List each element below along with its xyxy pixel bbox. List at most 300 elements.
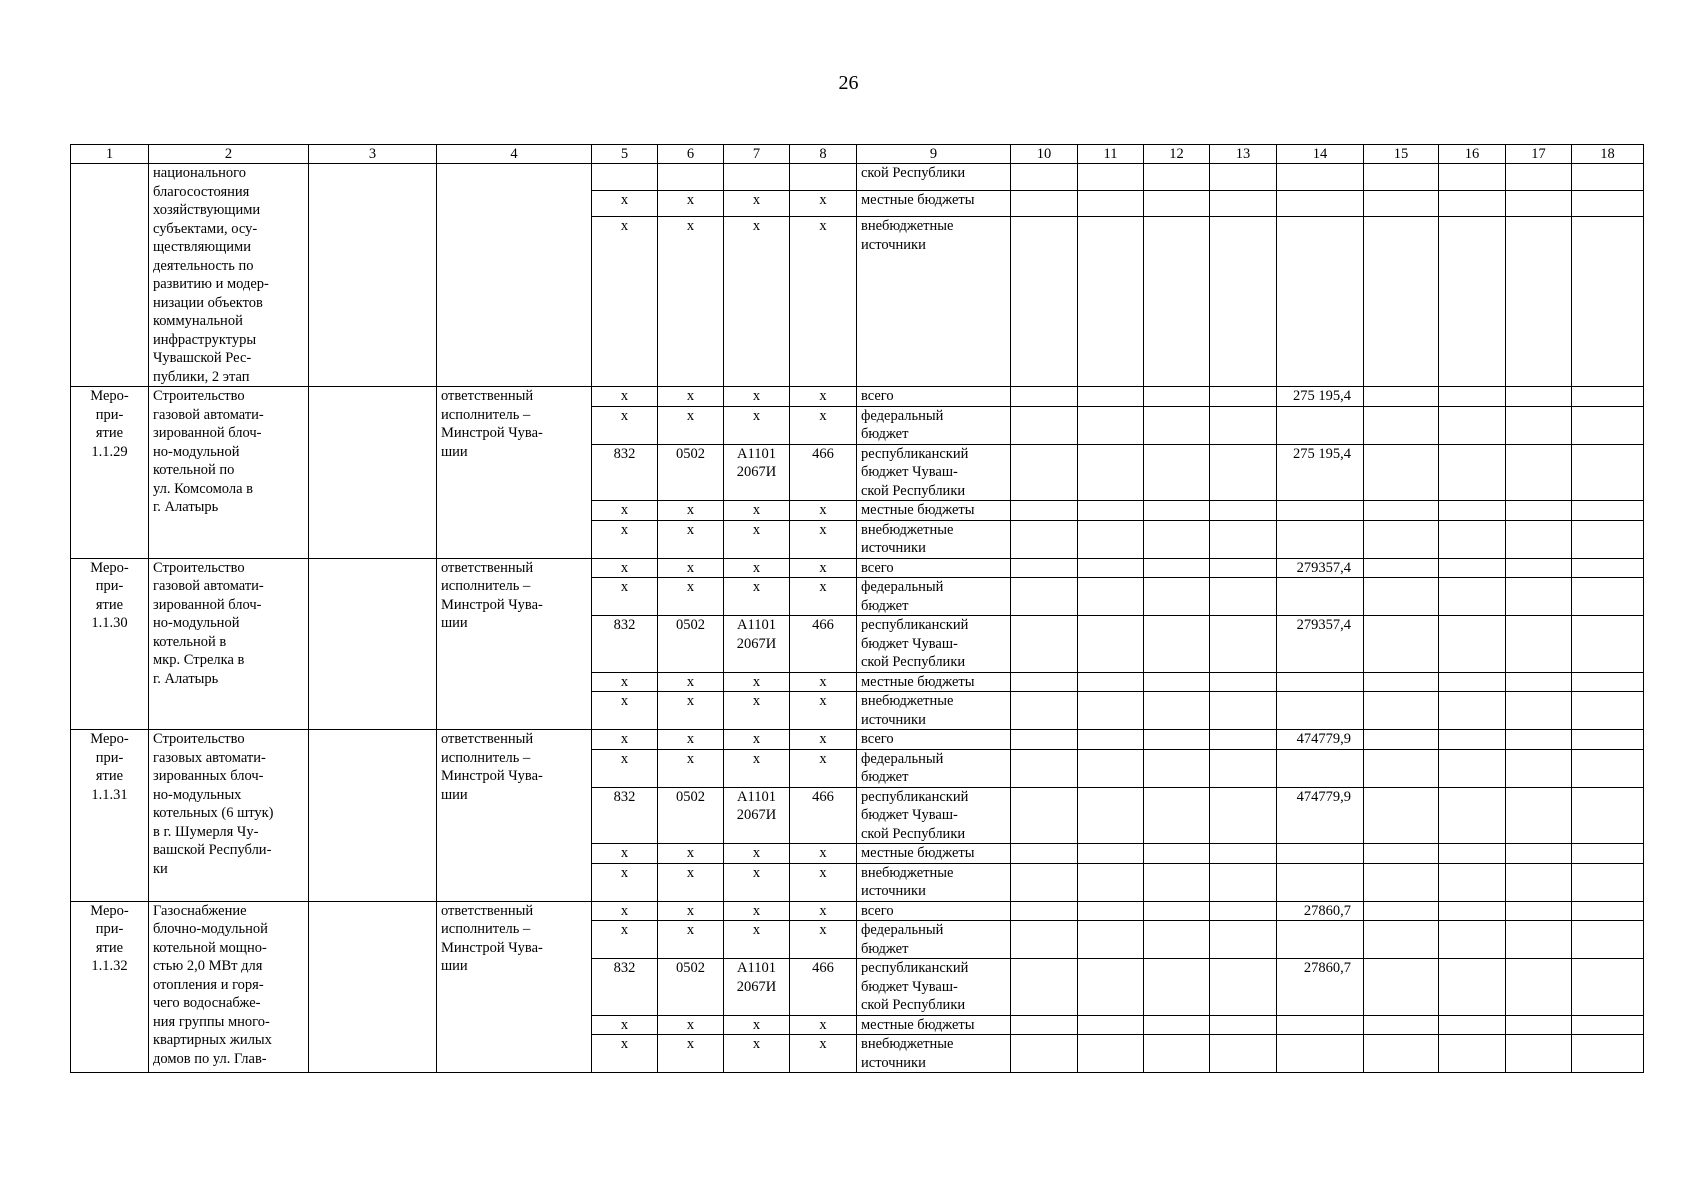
cell-col-11	[1078, 863, 1144, 901]
cell-expense-code: х	[790, 558, 857, 578]
column-number-10: 10	[1011, 145, 1078, 164]
cell-col-10	[1011, 520, 1078, 558]
cell-section-code: 0502	[658, 959, 724, 1016]
cell-col-18	[1572, 921, 1644, 959]
cell-col-13	[1210, 1015, 1277, 1035]
cell-section-code: х	[658, 217, 724, 387]
cell-col-3	[309, 387, 437, 559]
cell-target-code: х	[724, 844, 790, 864]
cell-col-16	[1439, 787, 1506, 844]
cell-col-11	[1078, 190, 1144, 217]
cell-section-code: х	[658, 844, 724, 864]
cell-amount	[1277, 406, 1364, 444]
column-number-11: 11	[1078, 145, 1144, 164]
cell-col-15	[1364, 190, 1439, 217]
measure-executor	[437, 164, 592, 387]
cell-amount	[1277, 844, 1364, 864]
cell-col-12	[1144, 616, 1210, 673]
cell-col-17	[1506, 387, 1572, 407]
cell-col-11	[1078, 749, 1144, 787]
column-number-8: 8	[790, 145, 857, 164]
measure-title: Строительство газовой автомати- зированной блоч- но-модульной котельной в мкр. Стрелка в г. Алатырь	[149, 558, 309, 730]
cell-col-10	[1011, 217, 1078, 387]
cell-col-12	[1144, 959, 1210, 1016]
cell-col-17	[1506, 749, 1572, 787]
cell-col-15	[1364, 217, 1439, 387]
cell-col-12	[1144, 558, 1210, 578]
column-number-14: 14	[1277, 145, 1364, 164]
cell-col-15	[1364, 730, 1439, 750]
cell-col-16	[1439, 1035, 1506, 1073]
cell-col-10	[1011, 787, 1078, 844]
measure-label: Меро- при- ятие 1.1.32	[71, 901, 149, 1073]
cell-amount	[1277, 863, 1364, 901]
cell-expense-code: х	[790, 217, 857, 387]
measure-title: Строительство газовой автомати- зированной блоч- но-модульной котельной по ул. Комсомола в г. Алатырь	[149, 387, 309, 559]
cell-col-18	[1572, 387, 1644, 407]
cell-target-code: х	[724, 406, 790, 444]
cell-funding-source: всего	[857, 558, 1011, 578]
column-number-13: 13	[1210, 145, 1277, 164]
cell-ministry-code: х	[592, 217, 658, 387]
cell-funding-source: всего	[857, 901, 1011, 921]
cell-section-code: х	[658, 501, 724, 521]
cell-amount	[1277, 921, 1364, 959]
cell-col-18	[1572, 863, 1644, 901]
cell-col-12	[1144, 672, 1210, 692]
cell-col-13	[1210, 730, 1277, 750]
cell-funding-source: федеральный бюджет	[857, 578, 1011, 616]
cell-col-16	[1439, 616, 1506, 673]
cell-col-16	[1439, 921, 1506, 959]
cell-col-18	[1572, 578, 1644, 616]
cell-col-18	[1572, 1015, 1644, 1035]
cell-target-code: А1101 2067И	[724, 444, 790, 501]
cell-col-15	[1364, 444, 1439, 501]
cell-col-12	[1144, 844, 1210, 864]
cell-col-15	[1364, 558, 1439, 578]
cell-section-code: х	[658, 921, 724, 959]
measure-executor: ответственный исполнитель – Минстрой Чува- шии	[437, 558, 592, 730]
cell-col-13	[1210, 844, 1277, 864]
cell-section-code: 0502	[658, 616, 724, 673]
cell-col-15	[1364, 692, 1439, 730]
column-number-row	[71, 145, 1644, 164]
cell-col-13	[1210, 1035, 1277, 1073]
cell-col-10	[1011, 672, 1078, 692]
cell-funding-source: федеральный бюджет	[857, 749, 1011, 787]
cell-amount	[1277, 672, 1364, 692]
measure-title: Строительство газовых автомати- зированных блоч- но-модульных котельных (6 штук) в г. Шумерля Чу- вашской Республи- ки	[149, 730, 309, 902]
cell-funding-source: республиканский бюджет Чуваш- ской Республики	[857, 444, 1011, 501]
cell-col-11	[1078, 558, 1144, 578]
cell-target-code: А1101 2067И	[724, 616, 790, 673]
cell-ministry-code: х	[592, 1035, 658, 1073]
measure-label: Меро- при- ятие 1.1.29	[71, 387, 149, 559]
cell-col-10	[1011, 578, 1078, 616]
cell-funding-source: всего	[857, 730, 1011, 750]
cell-col-16	[1439, 520, 1506, 558]
cell-col-17	[1506, 164, 1572, 191]
cell-col-10	[1011, 844, 1078, 864]
cell-col-10	[1011, 444, 1078, 501]
cell-col-11	[1078, 901, 1144, 921]
cell-target-code: х	[724, 863, 790, 901]
cell-target-code: А1101 2067И	[724, 787, 790, 844]
cell-col-17	[1506, 406, 1572, 444]
cell-funding-source: внебюджетные источники	[857, 1035, 1011, 1073]
cell-expense-code: 466	[790, 787, 857, 844]
cell-col-16	[1439, 672, 1506, 692]
cell-col-12	[1144, 921, 1210, 959]
cell-col-16	[1439, 501, 1506, 521]
cell-col-11	[1078, 406, 1144, 444]
cell-col-18	[1572, 1035, 1644, 1073]
cell-col-10	[1011, 1015, 1078, 1035]
cell-target-code: х	[724, 901, 790, 921]
cell-col-10	[1011, 1035, 1078, 1073]
cell-col-13	[1210, 387, 1277, 407]
cell-col-17	[1506, 190, 1572, 217]
cell-col-12	[1144, 164, 1210, 191]
cell-col-15	[1364, 501, 1439, 521]
cell-col-16	[1439, 959, 1506, 1016]
cell-funding-source: местные бюджеты	[857, 672, 1011, 692]
cell-col-10	[1011, 558, 1078, 578]
table-row	[71, 730, 1644, 750]
cell-target-code: х	[724, 520, 790, 558]
cell-ministry-code: х	[592, 692, 658, 730]
cell-section-code: х	[658, 1035, 724, 1073]
cell-col-12	[1144, 692, 1210, 730]
cell-ministry-code: х	[592, 387, 658, 407]
measure-label: Меро- при- ятие 1.1.30	[71, 558, 149, 730]
cell-col-11	[1078, 959, 1144, 1016]
cell-col-11	[1078, 444, 1144, 501]
column-number-3: 3	[309, 145, 437, 164]
cell-col-18	[1572, 501, 1644, 521]
cell-funding-source: федеральный бюджет	[857, 921, 1011, 959]
cell-col-11	[1078, 921, 1144, 959]
cell-funding-source: внебюджетные источники	[857, 217, 1011, 387]
cell-amount: 27860,7	[1277, 901, 1364, 921]
measure-label: Меро- при- ятие 1.1.31	[71, 730, 149, 902]
cell-ministry-code: х	[592, 558, 658, 578]
cell-col-18	[1572, 959, 1644, 1016]
cell-col-11	[1078, 616, 1144, 673]
cell-col-15	[1364, 387, 1439, 407]
cell-col-15	[1364, 1015, 1439, 1035]
cell-col-11	[1078, 164, 1144, 191]
cell-expense-code: х	[790, 672, 857, 692]
cell-col-17	[1506, 1015, 1572, 1035]
cell-col-12	[1144, 787, 1210, 844]
cell-amount: 474779,9	[1277, 787, 1364, 844]
cell-ministry-code: х	[592, 749, 658, 787]
cell-col-13	[1210, 863, 1277, 901]
cell-expense-code: х	[790, 190, 857, 217]
cell-col-13	[1210, 164, 1277, 191]
cell-col-11	[1078, 692, 1144, 730]
cell-col-16	[1439, 444, 1506, 501]
cell-col-17	[1506, 901, 1572, 921]
cell-col-12	[1144, 501, 1210, 521]
cell-col-12	[1144, 406, 1210, 444]
column-number-18: 18	[1572, 145, 1644, 164]
cell-col-3	[309, 164, 437, 387]
cell-col-15	[1364, 616, 1439, 673]
table-row	[71, 164, 1644, 191]
cell-col-17	[1506, 844, 1572, 864]
cell-section-code: х	[658, 387, 724, 407]
cell-col-11	[1078, 1015, 1144, 1035]
cell-expense-code: х	[790, 692, 857, 730]
cell-funding-source: ской Республики	[857, 164, 1011, 191]
cell-col-18	[1572, 217, 1644, 387]
cell-col-13	[1210, 520, 1277, 558]
cell-amount: 27860,7	[1277, 959, 1364, 1016]
cell-expense-code: х	[790, 578, 857, 616]
cell-amount	[1277, 692, 1364, 730]
cell-col-13	[1210, 444, 1277, 501]
cell-col-13	[1210, 616, 1277, 673]
cell-target-code: х	[724, 578, 790, 616]
cell-section-code: х	[658, 520, 724, 558]
cell-expense-code: х	[790, 501, 857, 521]
cell-col-10	[1011, 749, 1078, 787]
column-number-12: 12	[1144, 145, 1210, 164]
column-number-5: 5	[592, 145, 658, 164]
cell-col-17	[1506, 672, 1572, 692]
cell-col-11	[1078, 217, 1144, 387]
cell-ministry-code: х	[592, 406, 658, 444]
cell-col-10	[1011, 164, 1078, 191]
cell-col-16	[1439, 730, 1506, 750]
cell-col-12	[1144, 863, 1210, 901]
cell-col-10	[1011, 190, 1078, 217]
cell-col-13	[1210, 787, 1277, 844]
cell-col-18	[1572, 844, 1644, 864]
cell-expense-code: х	[790, 901, 857, 921]
cell-target-code: х	[724, 217, 790, 387]
cell-expense-code: х	[790, 844, 857, 864]
cell-col-12	[1144, 190, 1210, 217]
cell-col-15	[1364, 672, 1439, 692]
cell-expense-code: х	[790, 387, 857, 407]
measure-executor: ответственный исполнитель – Минстрой Чува- шии	[437, 387, 592, 559]
cell-col-3	[309, 901, 437, 1073]
cell-section-code: х	[658, 558, 724, 578]
cell-section-code: 0502	[658, 444, 724, 501]
cell-col-12	[1144, 217, 1210, 387]
cell-funding-source: местные бюджеты	[857, 844, 1011, 864]
cell-col-17	[1506, 444, 1572, 501]
measure-executor: ответственный исполнитель – Минстрой Чува- шии	[437, 730, 592, 902]
cell-col-15	[1364, 578, 1439, 616]
cell-col-15	[1364, 901, 1439, 921]
cell-col-3	[309, 558, 437, 730]
cell-ministry-code: х	[592, 501, 658, 521]
cell-col-13	[1210, 578, 1277, 616]
cell-col-18	[1572, 558, 1644, 578]
cell-expense-code	[790, 164, 857, 191]
cell-target-code: х	[724, 558, 790, 578]
cell-col-12	[1144, 520, 1210, 558]
cell-amount: 474779,9	[1277, 730, 1364, 750]
cell-col-12	[1144, 1015, 1210, 1035]
cell-target-code: х	[724, 190, 790, 217]
cell-funding-source: федеральный бюджет	[857, 406, 1011, 444]
cell-col-11	[1078, 787, 1144, 844]
cell-col-10	[1011, 730, 1078, 750]
measure-label	[71, 164, 149, 387]
cell-col-17	[1506, 787, 1572, 844]
cell-col-11	[1078, 844, 1144, 864]
cell-amount	[1277, 164, 1364, 191]
cell-section-code: х	[658, 578, 724, 616]
cell-amount	[1277, 1015, 1364, 1035]
cell-col-13	[1210, 692, 1277, 730]
cell-col-17	[1506, 558, 1572, 578]
cell-funding-source: республиканский бюджет Чуваш- ской Республики	[857, 616, 1011, 673]
cell-funding-source: всего	[857, 387, 1011, 407]
cell-col-10	[1011, 901, 1078, 921]
cell-col-16	[1439, 164, 1506, 191]
cell-amount	[1277, 190, 1364, 217]
cell-target-code: х	[724, 501, 790, 521]
cell-ministry-code: х	[592, 1015, 658, 1035]
cell-col-18	[1572, 901, 1644, 921]
cell-col-18	[1572, 749, 1644, 787]
cell-col-10	[1011, 863, 1078, 901]
cell-col-11	[1078, 672, 1144, 692]
cell-col-13	[1210, 190, 1277, 217]
column-number-6: 6	[658, 145, 724, 164]
cell-col-12	[1144, 1035, 1210, 1073]
cell-col-15	[1364, 164, 1439, 191]
cell-col-18	[1572, 406, 1644, 444]
cell-col-13	[1210, 921, 1277, 959]
measure-title: национального благосостояния хозяйствующими субъектами, осу- ществляющими деятельность по развитию и модер- низации объектов коммунальной инфраструктуры Чувашской Рес- публики, 2 этап	[149, 164, 309, 387]
cell-col-18	[1572, 444, 1644, 501]
cell-col-13	[1210, 672, 1277, 692]
cell-col-12	[1144, 578, 1210, 616]
cell-expense-code: х	[790, 406, 857, 444]
cell-section-code: х	[658, 749, 724, 787]
cell-col-17	[1506, 863, 1572, 901]
cell-col-18	[1572, 672, 1644, 692]
column-number-4: 4	[437, 145, 592, 164]
cell-target-code: х	[724, 730, 790, 750]
cell-col-15	[1364, 406, 1439, 444]
cell-target-code: х	[724, 672, 790, 692]
cell-expense-code: х	[790, 749, 857, 787]
cell-target-code	[724, 164, 790, 191]
cell-target-code: х	[724, 1015, 790, 1035]
cell-col-10	[1011, 501, 1078, 521]
cell-col-16	[1439, 692, 1506, 730]
cell-funding-source: республиканский бюджет Чуваш- ской Республики	[857, 787, 1011, 844]
cell-col-18	[1572, 730, 1644, 750]
cell-col-10	[1011, 692, 1078, 730]
cell-expense-code: х	[790, 1035, 857, 1073]
cell-col-16	[1439, 844, 1506, 864]
cell-col-11	[1078, 387, 1144, 407]
cell-col-17	[1506, 501, 1572, 521]
cell-amount: 275 195,4	[1277, 444, 1364, 501]
cell-col-16	[1439, 1015, 1506, 1035]
cell-col-15	[1364, 959, 1439, 1016]
cell-col-13	[1210, 959, 1277, 1016]
table-row	[71, 387, 1644, 407]
cell-col-13	[1210, 901, 1277, 921]
cell-ministry-code: х	[592, 901, 658, 921]
cell-ministry-code	[592, 164, 658, 191]
cell-col-13	[1210, 406, 1277, 444]
cell-funding-source: внебюджетные источники	[857, 863, 1011, 901]
page-number: 26	[838, 72, 859, 94]
cell-col-10	[1011, 406, 1078, 444]
cell-section-code: 0502	[658, 787, 724, 844]
cell-col-17	[1506, 921, 1572, 959]
cell-ministry-code: х	[592, 672, 658, 692]
cell-section-code: х	[658, 901, 724, 921]
cell-col-15	[1364, 520, 1439, 558]
cell-target-code: х	[724, 387, 790, 407]
column-number-9: 9	[857, 145, 1011, 164]
cell-funding-source: местные бюджеты	[857, 1015, 1011, 1035]
cell-expense-code: х	[790, 730, 857, 750]
cell-col-10	[1011, 616, 1078, 673]
cell-amount: 279357,4	[1277, 616, 1364, 673]
cell-col-18	[1572, 164, 1644, 191]
cell-col-3	[309, 730, 437, 902]
cell-expense-code: х	[790, 1015, 857, 1035]
cell-col-10	[1011, 959, 1078, 1016]
cell-col-17	[1506, 1035, 1572, 1073]
column-number-15: 15	[1364, 145, 1439, 164]
cell-section-code: х	[658, 730, 724, 750]
cell-col-11	[1078, 1035, 1144, 1073]
cell-ministry-code: х	[592, 921, 658, 959]
cell-ministry-code: х	[592, 844, 658, 864]
cell-col-15	[1364, 749, 1439, 787]
cell-col-16	[1439, 901, 1506, 921]
cell-target-code: х	[724, 749, 790, 787]
cell-col-17	[1506, 959, 1572, 1016]
cell-col-15	[1364, 863, 1439, 901]
cell-col-12	[1144, 444, 1210, 501]
cell-ministry-code: 832	[592, 616, 658, 673]
cell-col-17	[1506, 730, 1572, 750]
cell-col-10	[1011, 921, 1078, 959]
cell-section-code: х	[658, 1015, 724, 1035]
cell-expense-code: х	[790, 520, 857, 558]
cell-amount	[1277, 578, 1364, 616]
cell-funding-source: внебюджетные источники	[857, 692, 1011, 730]
cell-col-15	[1364, 844, 1439, 864]
cell-col-16	[1439, 578, 1506, 616]
cell-ministry-code: 832	[592, 444, 658, 501]
cell-col-16	[1439, 387, 1506, 407]
cell-section-code: х	[658, 190, 724, 217]
cell-section-code: х	[658, 692, 724, 730]
measure-title: Газоснабжение блочно-модульной котельной мощно- стью 2,0 МВт для отопления и горя- чего водоснабже- ния группы много- квартирных жилых домов по ул. Глав-	[149, 901, 309, 1073]
cell-expense-code: х	[790, 863, 857, 901]
cell-ministry-code: х	[592, 863, 658, 901]
cell-expense-code: х	[790, 921, 857, 959]
cell-col-15	[1364, 1035, 1439, 1073]
